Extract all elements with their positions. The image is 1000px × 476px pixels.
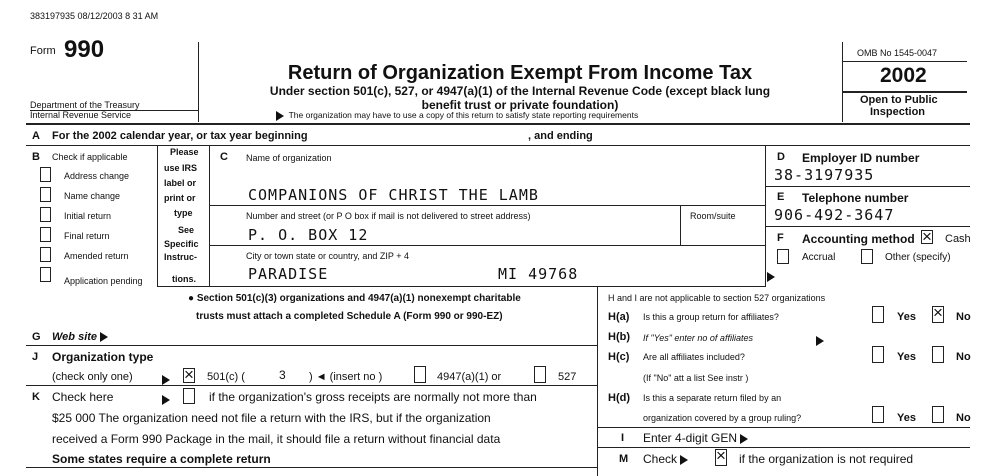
hc-yes-label: Yes [897,351,916,363]
arrow-right-icon [162,375,170,385]
other-method-label: Other (specify) [885,252,951,263]
address-change-label: Address change [64,171,130,181]
line-g-rule [26,345,597,346]
arrow-right-icon [680,455,688,465]
final-return-label: Final return [64,231,110,241]
dept-treasury: Department of the Treasury [30,100,140,110]
hb-label: H(b) [608,331,630,343]
form-subtitle-3 [276,110,638,121]
irs-label-left-rule [157,145,158,287]
line-h-rule [597,427,970,428]
gen-label [643,431,748,445]
line-d-label: D [777,151,785,163]
hc-label: H(c) [608,351,630,363]
schedule-a-note-1-text: Section 501(c)(3) organizations and 4947(a)(1) nonexempt charitable [196,293,521,304]
line-k-text-3: received a Form 990 Package in the mail, it should file a return without financial data [52,432,501,446]
line-m-check [643,452,688,466]
4947-label: 4947(a)(1) or [437,371,502,383]
ha-label: H(a) [608,311,630,323]
irs-label-right-rule [209,145,210,287]
application-pending-checkbox[interactable] [40,267,51,282]
irs-label-7: Specific [164,239,199,249]
org-type-heading: Organization type [52,350,154,364]
irs-name: Internal Revenue Service [30,110,132,120]
amended-return-checkbox[interactable] [40,247,51,262]
arrow-right-icon [276,111,284,121]
hd-text-1: Is this a separate return filed by an [643,393,782,403]
application-pending-label: Application pending [64,276,143,286]
header-right-rule [842,42,843,122]
phone-rule [765,226,970,227]
line-e-label: E [777,191,785,203]
other-method-checkbox[interactable] [861,249,873,264]
line-j-label: J [32,351,39,363]
hc-note: (If "No" att a list See instr ) [643,373,749,383]
arrow-right-icon [162,395,170,405]
hc-no-label: No [956,351,971,363]
check-here-label: Check here [52,390,114,404]
form-title: Return of Organization Exempt From Income Tax [287,62,753,84]
ha-no-checkbox[interactable] [932,306,944,323]
room-suite-label: Room/suite [690,211,736,221]
4947-checkbox[interactable] [414,366,426,383]
check-only-one: (check only one) [52,371,133,383]
irs-label-6: See [178,225,195,235]
arrow-right-icon [767,272,775,282]
street-rule [209,245,765,246]
line-a-ending: , and ending [528,130,593,142]
state-zip: MI 49768 [498,265,579,283]
line-c-label: C [220,151,228,163]
hd-label: H(d) [608,392,630,404]
irs-label-4: print or [164,193,196,203]
ha-yes-label: Yes [897,311,916,323]
ein-value: 38-3197935 [774,166,875,184]
city-rule [157,286,765,287]
org-name: COMPANIONS OF CHRIST THE LAMB [248,186,539,204]
hd-yes-checkbox[interactable] [872,406,884,423]
city: PARADISE [248,265,329,283]
hd-text-2: organization covered by a group ruling? [643,413,802,423]
check-only-arrow [162,371,170,389]
amended-return-label: Amended return [64,251,129,261]
line-a-text: For the 2002 calendar year, or tax year beginning [52,130,308,142]
hc-no-checkbox[interactable] [932,346,944,363]
arrow-right-icon [816,336,824,346]
name-change-label: Name change [64,191,121,201]
gross-receipts-checkbox[interactable] [183,388,195,404]
line-k-rule [26,467,597,468]
hd-no-label: No [956,412,971,424]
omb-divider [842,61,967,62]
initial-return-checkbox[interactable] [40,207,51,222]
phone-heading: Telephone number [802,191,909,205]
ha-yes-checkbox[interactable] [872,306,884,323]
hc-yes-checkbox[interactable] [872,346,884,363]
form-word: Form [30,45,56,57]
line-i-label: I [621,432,625,444]
dept-divider [30,110,198,111]
accrual-label: Accrual [802,252,836,263]
line-k-label: K [32,391,40,403]
year-divider [842,91,967,93]
header-bottom-rule [26,123,970,125]
line-b-label: B [32,151,40,163]
accrual-checkbox[interactable] [777,249,789,264]
line-j-rule [26,385,597,386]
form-subtitle-2: benefit trust or private foundation) [421,98,619,112]
irs-label-5: type [174,208,193,218]
arrow-right-icon [740,434,748,444]
street-label: Number and street (or P O box if mail is not delivered to street address) [246,211,531,221]
gen-label-text: Enter 4-digit GEN [643,431,738,445]
hc-text: Are all affiliates included? [643,352,745,362]
schedule-a-note-2: trusts must attach a completed Schedule A (Form 990 or 990-EZ) [196,311,503,322]
line-k-text-2: $25 000 The organization need not file a return with the IRS, but if the organization [52,411,491,425]
check-if-applicable: Check if applicable [52,152,128,162]
line-a-label: A [32,130,40,142]
hb-text: If "Yes" enter no of affiliates [643,333,753,343]
website-label [52,331,108,343]
header-left-rule [198,42,199,122]
website-label-text: Web site [52,331,98,343]
527-checkbox[interactable] [534,366,546,383]
hd-no-checkbox[interactable] [932,406,944,423]
state-reporting-note: The organization may have to use a copy of this return to satisfy state reporting requirements [288,110,639,120]
ein-rule [765,186,970,187]
irs-label-3: label or [164,178,197,188]
ein-heading: Employer ID number [802,151,920,165]
line-k-text-4: Some states require a complete return [52,452,271,466]
accounting-method-heading: Accounting method [802,232,915,246]
check-here-arrow [162,391,170,409]
501c-suffix: ) ◄ (insert no ) [309,371,383,383]
org-name-label: Name of organization [246,153,332,163]
omb-number: OMB No 1545-0047 [857,48,938,58]
ha-no-label: No [956,311,971,323]
hb-arrow [816,332,824,350]
address-change-checkbox[interactable] [40,167,51,182]
street-address: P. O. BOX 12 [248,226,369,244]
scan-header: 383197935 08/12/2003 8 31 AM [30,11,159,21]
hd-yes-label: Yes [897,412,916,424]
line-m-check-text: Check [643,452,678,466]
final-return-checkbox[interactable] [40,227,51,242]
city-label: City or town state or country, and ZIP + 4 [246,251,409,261]
line-f-label: F [777,232,784,244]
form-number: 990 [64,36,105,63]
ha-text: Is this a group return for affiliates? [643,312,779,322]
cash-checkbox[interactable] [921,230,933,244]
inspection-line-1: Open to Public [860,94,938,106]
line-g-label: G [32,331,41,343]
room-suite-rule [680,205,681,245]
527-label: 527 [558,371,577,383]
line-k-text-1: if the organization's gross receipts are normally not more than [209,390,537,404]
schedule-b-checkbox[interactable] [715,449,727,466]
arrow-right-icon [100,332,108,342]
h-i-note: H and I are not applicable to section 527 organizations [608,293,826,303]
line-m-label: M [619,453,629,465]
org-name-rule [209,205,765,206]
phone-value: 906-492-3647 [774,206,895,224]
line-i-rule [597,447,970,448]
501c-checkbox[interactable] [183,368,195,383]
schedule-a-note-1: ● Section 501(c)(3) organizations and 4947(a)(1) nonexempt charitable [188,293,521,304]
tax-year: 2002 [880,64,927,87]
cash-label: Cash [945,233,971,245]
initial-return-label: Initial return [64,211,112,221]
other-method-arrow [767,268,775,286]
name-change-checkbox[interactable] [40,187,51,202]
line-m-text: if the organization is not required [739,452,914,466]
irs-label-8: Instruc- [164,252,198,262]
irs-label-9: tions. [172,274,196,284]
inspection-line-2: Inspection [870,106,926,118]
irs-label-1: Please [170,147,199,157]
form-subtitle-1: Under section 501(c), 527, or 4947(a)(1) of the Internal Revenue Code (except black lung [269,84,771,98]
irs-label-2: use IRS [164,163,198,173]
section-d-left-rule [765,145,766,287]
line-a-rule [26,145,970,146]
501c-value: 3 [279,368,286,382]
501c-prefix: 501(c) ( [207,371,245,383]
